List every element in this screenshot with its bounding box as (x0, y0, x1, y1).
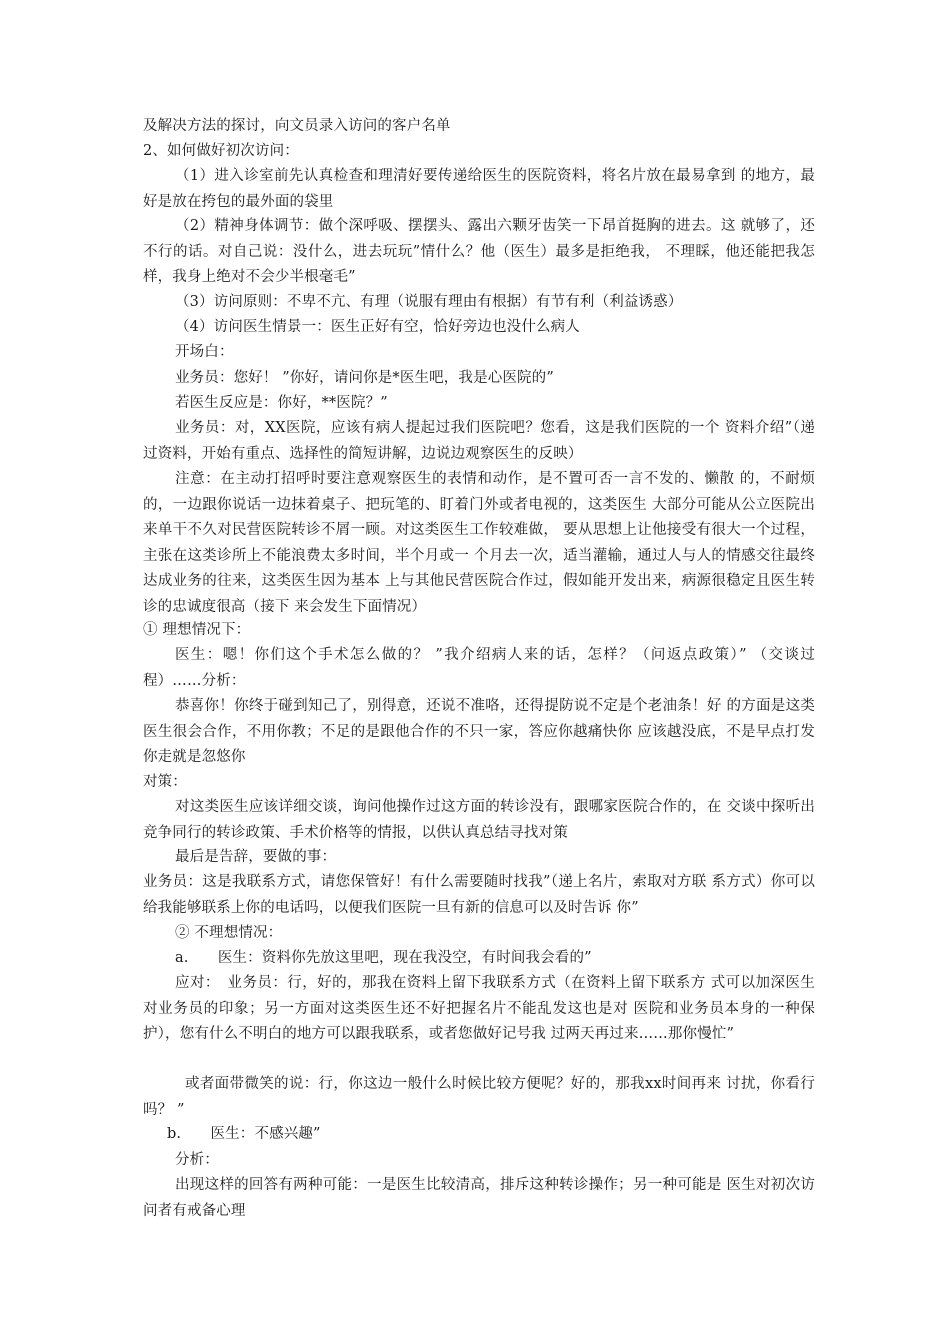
paragraph-sales-intro: 业务员：对，XX医院，应该有病人提起过我们医院吧？您看，这是我们医院的一个 资料介绍”（递过资料，开始有重点、选择性的简短讲解，边说边观察医生的反映） (143, 420, 815, 462)
paragraph-attention: 注意：在主动打招呼时要注意观察医生的表情和动作，是不置可否一言不发的、懒散 的，不耐烦的，一边跟你说话一边抹着桌子、把玩笔的、盯着门外或者电视的，这类医生 大部分可能从公立医院出来单干不久对民营医院转诊不屑一顾。对这类医生工作较难做， 要从思想上让他接受有很大一个过程，主张在这类诊所上不能浪费太多时间，半个月或一 个月去一次，适当灌输，通过人与人的情感交往最终达成业务的往来，这类医生因为基本 上与其他民营医院合作过，假如能开发出来，病源很稳定且医生转诊的忠诚度很高（接下 来会发生下面情况） (143, 471, 815, 615)
paragraph-farewell: 最后是告辞，要做的事： (175, 849, 337, 865)
heading-countermeasure: 对策： (143, 774, 187, 790)
paragraph-step-3: （3）访问原则：不卑不亢、有理（说服有理由有根据）有节有利（利益诱惑） (175, 294, 683, 310)
paragraph-response-a: 应对： 业务员：行，好的，那我在资料上留下我联系方式（在资料上留下联系方 式可以加深医生对业务员的印象；另一方面对这类医生还不好把握名片不能乱发这也是对 医院和业务员本身的一种保护），您有什么不明白的地方可以跟我联系，或者您做好记号我 过两天再过来……那你慢忙” (143, 975, 815, 1042)
heading-analysis: 分析： (175, 1152, 219, 1168)
paragraph-countermeasure: 对这类医生应该详细交谈，询问他操作过这方面的转诊没有，跟哪家医院合作的，在 交谈中探听出竞争同行的转诊政策、手术价格等的情报，以供认真总结寻找对策 (143, 799, 815, 841)
paragraph-case-a: a. 医生：资料你先放这里吧，现在我没空，有时间我会看的” (175, 950, 592, 966)
paragraph-method-discussion: 及解决方法的探讨，向文员录入访问的客户名单 (143, 118, 451, 134)
heading-non-ideal-case: ② 不理想情况： (175, 925, 283, 941)
paragraph-doctor-response: 若医生反应是：你好，**医院？” (175, 395, 388, 411)
paragraph-sales-contact: 业务员：这是我联系方式，请您保管好！有什么需要随时找我”（递上名片，索取对方联 系方式）你可以给我能够联系上你的电话吗，以便我们医院一旦有新的信息可以及时告诉 你” (143, 874, 815, 916)
paragraph-step-4: （4）访问医生情景一：医生正好有空，恰好旁边也没什么病人 (175, 319, 580, 335)
paragraph-sales-greeting: 业务员：您好！ ”你好，请问你是*医生吧，我是心医院的” (175, 370, 554, 386)
paragraph-two-possibilities: 出现这样的回答有两种可能：一是医生比较清高，排斥这种转诊操作；另一种可能是 医生对初次访问者有戒备心理 (143, 1177, 815, 1219)
paragraph-alternative-reply: 或者面带微笑的说：行，你这边一般什么时候比较方便呢？好的，那我xx时间再来 讨扰，你看行吗？ ” (143, 1076, 815, 1118)
paragraph-step-2: （2）精神身体调节：做个深呼吸、摆摆头、露出六颗牙齿笑一下昂首挺胸的进去。这 就够了，还不行的话。对自己说：没什么，进去玩玩”情什么？他（医生）最多是拒绝我， 不理睬，他还能把我怎样，我身上绝对不会少半根毫毛” (143, 218, 815, 285)
paragraph-congrats-analysis: 恭喜你！你终于碰到知己了，别得意，还说不准咯，还得提防说不定是个老油条！好 的方面是这类医生很会合作，不用你教；不足的是跟他合作的不只一家，答应你越痛快你 应该越没底，不是早点打发你走就是忽悠你 (143, 698, 815, 765)
paragraph-opening: 开场白： (175, 344, 234, 360)
paragraph-step-1: （1）进入诊室前先认真检查和理清好要传递给医生的医院资料，将名片放在最易拿到 的地方，最好是放在挎包的最外面的袋里 (143, 168, 815, 210)
heading-first-visit: 2、如何做好初次访问： (143, 143, 299, 159)
heading-ideal-case: ① 理想情况下： (143, 622, 251, 638)
paragraph-case-b: b. 医生：不感兴趣” (167, 1126, 321, 1142)
paragraph-doctor-question: 医生：嗯！你们这个手术怎么做的？ ”我介绍病人来的话，怎样？（问返点政策）” （交谈过程）……分析： (143, 647, 815, 689)
